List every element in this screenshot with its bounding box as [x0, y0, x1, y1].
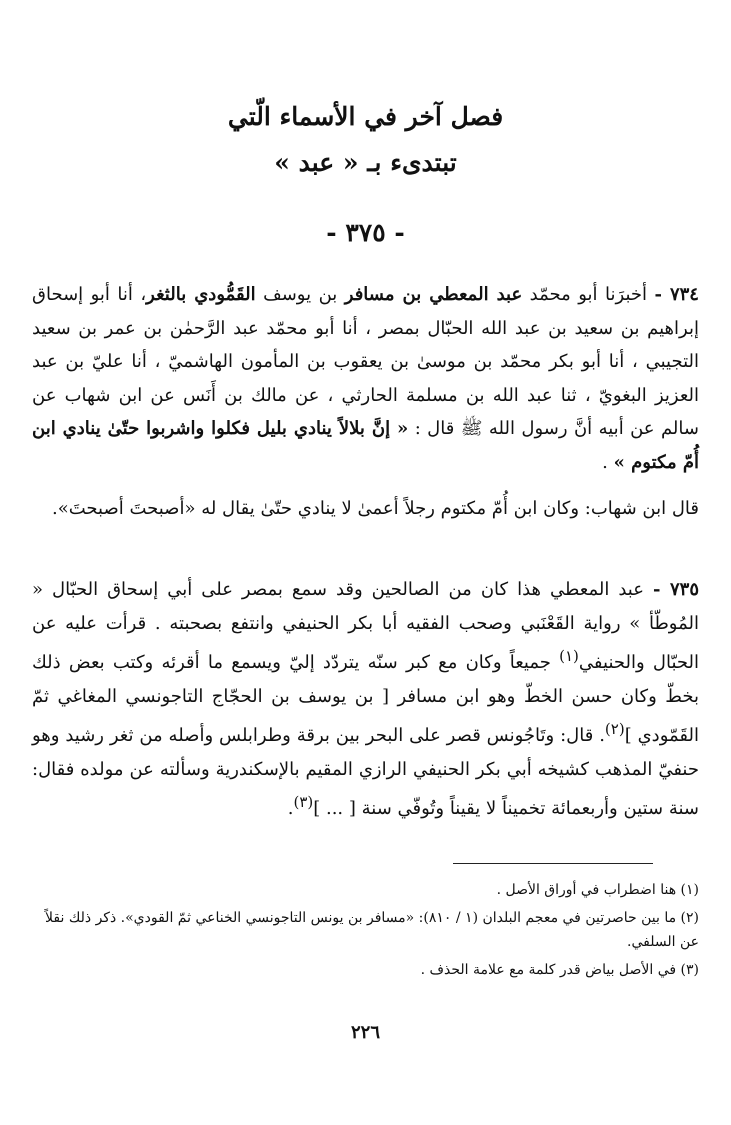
footnote-ref-2: (٢)	[604, 720, 625, 738]
footnotes	[32, 878, 699, 986]
entry-734	[32, 278, 699, 479]
entry-name-bold: القَمُّودي بالثغر	[146, 284, 256, 305]
chapter-title-line-2: تبتدىء بـ « عبد »	[274, 148, 457, 177]
entry-number: ٧٣٥ -	[652, 579, 699, 600]
entry-text: جميعاً وكان مع كبر سنّه يتردّد إليّ ويسمع ما أقرئه وكتب بعض ذلك بخطّ وكان حسن الخطّ وهو ابن مسافر [ بن يوسف بن الحجّاج التاجونسي المغاغي ثمّ القَمّودي ]	[32, 652, 699, 746]
page-number: ٢٢٦	[350, 1022, 380, 1043]
footnote-ref-1: (١)	[559, 647, 579, 665]
footnote-3: (٣) في الأصل بياض قدر كلمة مع علامة الحذف .	[420, 962, 699, 978]
entry-number: ٧٣٤ -	[654, 284, 699, 305]
section-number: - ٣٧٥ -	[326, 218, 405, 247]
entry-text: ، أنا أبو إسحاق إبراهيم بن سعيد بن عبد الله الحبّال بمصر ، أنا أبو محمّد عبد الرَّحمٰن بن عمر بن سعيد التجيبي ، أنا أبو بكر محمّد بن موسىٰ بن يعقوب بن المأمون الهاشميّ ، أنا عليّ بن عبد العزيز البغويّ ، ثنا عبد الله بن مسلمة الحارثي ، عن مالك بن أَنَس عن ابن شهاب عن سالم عن أبيه أنَّ رسول الله ﷺ قال :	[32, 284, 699, 439]
entry-text: .	[287, 798, 294, 819]
entry-text: عبد المعطي هذا كان من الصالحين وقد سمع بمصر على أبي إسحاق الحبّال « المُوطّأ » رواية القَعْنَبي وصحب الفقيه أبا بكر الحنيفي وانتفع بصحبته . قرأت عليه عن الحبّال والحنيفي	[32, 579, 700, 673]
entry-text: أخبرَنا أبو محمّد	[522, 284, 655, 305]
ibn-shihab-comment	[32, 492, 699, 526]
footnote-divider	[453, 863, 653, 864]
hadith-text: « إنَّ بلالاً ينادي بليل فكلوا واشربوا حتّىٰ ينادي ابن أُمّ مكتوم »	[32, 418, 699, 473]
entry-text: .	[602, 451, 614, 473]
footnote-ref-3: (٣)	[293, 793, 314, 811]
chapter-title-line-1: فصل آخر في الأسماء الّتي	[227, 102, 504, 131]
entry-text: بن يوسف	[255, 284, 345, 305]
footnote-1: (١) هنا اضطراب في أوراق الأصل .	[496, 882, 699, 898]
entry-text: . قال: وتَاجُونس قصر على البحر بين برقة وطرابلس وأصله من ثغر رشيد وهو حنفيّ المذهب كشيخه أبي بكر الحنيفي الرازي المقيم بالإسكندرية وسألته عن مولده فقال: سنة ستين وأربعمائة تخميناً لا يقيناً وتُوفّي سنة [ ... ]	[32, 725, 699, 819]
comment-text: قال ابن شهاب: وكان ابن أُمّ مكتوم رجلاً أعمىٰ لا ينادي حتّىٰ يقال له «أصبحتَ أصبحتَ».	[51, 498, 699, 519]
entry-name-bold: عبد المعطي بن مسافر	[344, 284, 523, 305]
footnote-2: (٢) ما بين حاصرتين في معجم البلدان (١ / ٨١٠): «مسافر بن يونس التاجونسي الخناعي ثمّ القودي». ذكر ذلك نقلاً عن السلفي.	[45, 910, 699, 950]
entry-735	[32, 573, 699, 826]
